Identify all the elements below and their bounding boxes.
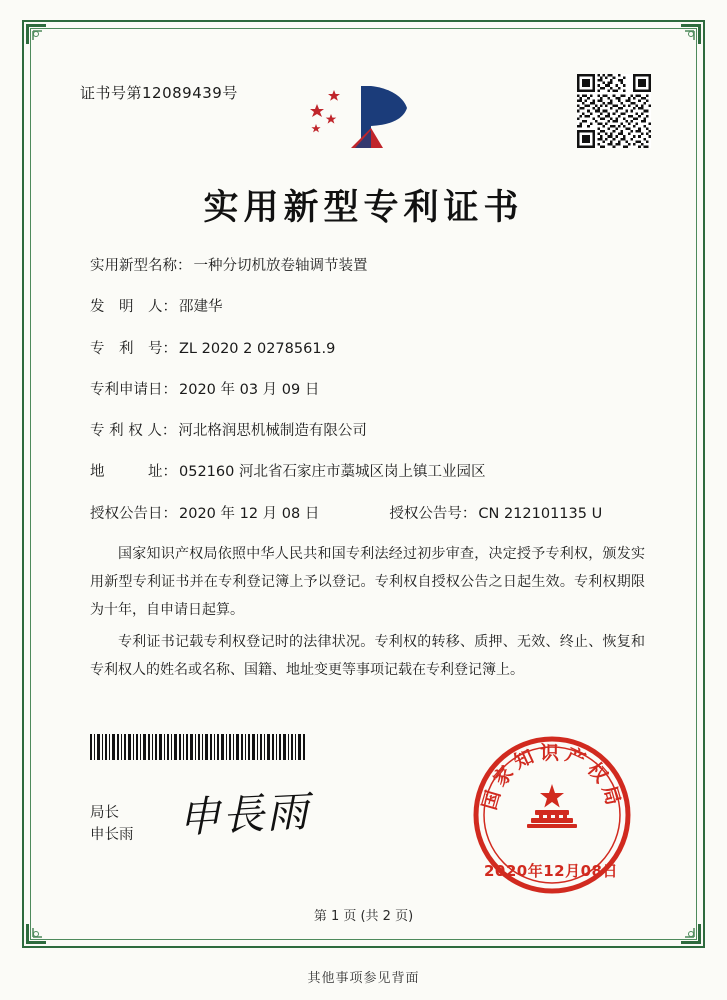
signature-name-label: 申长雨 [90,827,134,844]
signature-block [90,802,134,847]
field-row-address [90,462,659,482]
certificate-content [58,60,669,930]
svg-text:国家知识产权局: 国家知识产权局 [478,742,626,813]
field-value-address: 052160 河北省石家庄市藁城区岗上镇工业园区 [179,464,486,481]
field-value-name: 一种分切机放卷轴调节装置 [193,258,368,274]
field-value-grant-date: 2020 年 12 月 08 日 [179,505,320,522]
cnipa-emblem-icon [303,78,425,156]
field-label-inventor: 发 明 人： [90,299,177,316]
director-handwritten-signature: 申長雨 [176,786,312,843]
field-row-application-date [90,380,659,400]
footer-note: 其他事项参见背面 [307,971,420,986]
field-value-application-date: 2020 年 03 月 09 日 [179,381,320,398]
legal-paragraph-2: 专利证书记载专利权登记时的法律状况。专利权的转移、质押、无效、终止、恢复和专利权人的姓名或名称、国籍、地址变更等事项记载在专利登记簿上。 [90,634,645,678]
barcode [90,734,308,760]
page-title: 实用新型专利证书 [203,187,524,228]
field-label-application-date: 专利申请日： [90,381,177,398]
certificate-number: 证书号第12089439号 [80,84,238,102]
field-label-grant-date: 授权公告日： [90,505,177,522]
signature-title-label: 局长 [90,805,119,821]
field-value-patent-number: ZL 2020 2 0278561.9 [179,340,336,357]
field-label-patentee: 专 利 权 人： [90,423,177,440]
field-value-patentee: 河北格润思机械制造有限公司 [178,423,367,440]
field-row-grant [90,504,659,524]
legal-paragraph-1: 国家知识产权局依照中华人民共和国专利法经过初步审查，决定授予专利权，颁发实用新型专利证书并在专利登记簿上予以登记。专利权自授权公告之日起生效。专利权期限为十年，自申请日起算。 [90,546,645,618]
field-row-patentee [90,421,659,441]
field-row-patent-number [90,339,659,359]
field-row-name [90,256,659,276]
field-row-inventor [90,297,659,317]
seal-date: 2020年12月08日 [484,862,618,880]
field-label-address: 地 址： [90,464,177,481]
field-label-grant-number: 授权公告号： [389,505,477,522]
qr-code [577,74,651,148]
page-number: 第 1 页 (共 2 页) [313,909,414,924]
patent-fields [90,256,659,545]
legal-text [90,540,645,688]
field-value-inventor: 邵建华 [179,299,223,316]
field-value-grant-number: CN 212101135 U [478,505,603,522]
field-label-name: 实用新型名称： [90,258,192,274]
field-label-patent-number: 专 利 号： [90,340,177,357]
